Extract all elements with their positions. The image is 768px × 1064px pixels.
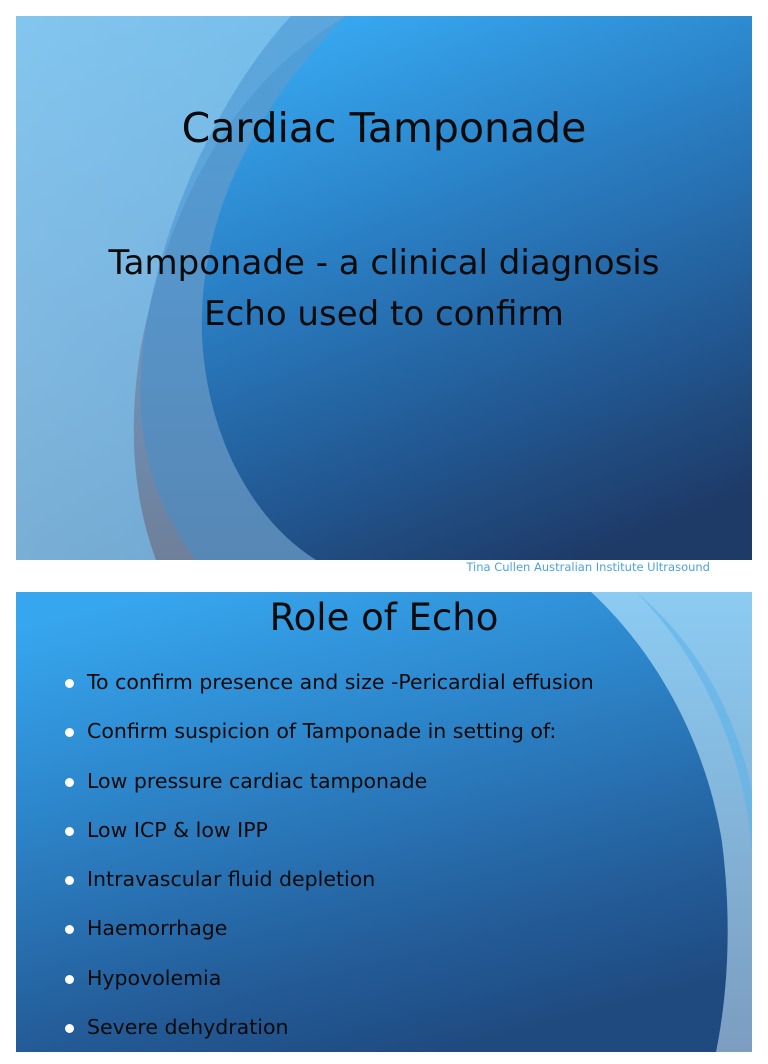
bullet-text: Intravascular fluid depletion xyxy=(87,867,376,892)
slide-title: Role of Echo xyxy=(269,596,499,639)
bullet-list xyxy=(16,670,594,1064)
bullet-icon xyxy=(65,679,74,688)
list-item xyxy=(16,966,594,1015)
bullet-icon xyxy=(65,827,74,836)
role-of-echo-slide xyxy=(16,592,752,1052)
bullet-icon xyxy=(65,925,74,934)
bullet-icon xyxy=(65,1024,74,1033)
list-item xyxy=(16,867,594,916)
bullet-text: Severe dehydration xyxy=(87,1015,289,1040)
bullet-text: Haemorrhage xyxy=(87,916,228,941)
bullet-text: To confirm presence and size -Pericardial effusion xyxy=(87,670,594,694)
list-item xyxy=(16,916,594,965)
attribution-text: Tina Cullen Australian Institute Ultrasound xyxy=(466,560,710,574)
bullet-text: Confirm suspicion of Tamponade in setting of: xyxy=(87,719,557,744)
list-item xyxy=(16,818,594,867)
bullet-text: Hypovolemia xyxy=(87,965,222,990)
subtitle-line: Echo used to confirm xyxy=(204,294,564,334)
bullet-icon xyxy=(65,728,74,737)
list-item xyxy=(16,1015,594,1064)
list-item xyxy=(16,719,594,768)
bullet-icon xyxy=(65,778,74,787)
bullet-text: Low ICP & low IPP xyxy=(87,817,268,842)
bullet-icon xyxy=(65,975,74,984)
bullet-text: Low pressure cardiac tamponade xyxy=(87,768,428,793)
slide-subtitle xyxy=(16,238,752,340)
bullet-icon xyxy=(65,876,74,885)
list-item xyxy=(16,769,594,818)
list-item xyxy=(16,670,594,719)
title-slide xyxy=(16,16,752,560)
slide-title: Cardiac Tamponade xyxy=(181,104,587,152)
subtitle-line: Tamponade - a clinical diagnosis xyxy=(108,243,660,283)
